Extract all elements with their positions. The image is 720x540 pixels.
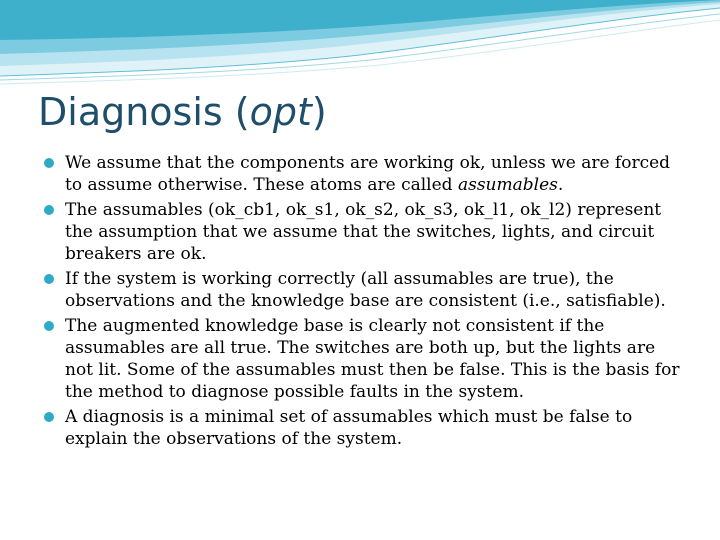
bullet-icon <box>44 274 54 284</box>
bullet-item: The assumables (ok_cb1, ok_s1, ok_s2, ok_s3, ok_l1, ok_l2) represent the assumption that we assume that the switches, lights, and circuit breakers are ok. <box>44 199 684 265</box>
bullet-icon <box>44 412 54 422</box>
italic-term: assumables <box>457 175 558 195</box>
bullet-list <box>44 152 684 453</box>
bullet-item: A diagnosis is a minimal set of assumables which must be false to explain the observations of the system. <box>44 406 684 450</box>
bullet-item: If the system is working correctly (all assumables are true), the observations and the knowledge base are consistent (i.e., satisfiable). <box>44 268 684 312</box>
slide-title: Diagnosis (opt) <box>38 90 327 134</box>
bullet-icon <box>44 205 54 215</box>
bullet-item: The augmented knowledge base is clearly not consistent if the assumables are all true. The switches are both up, but the lights are not lit. Some of the assumables must then be false. This is the basis for the method to diagnose possible faults in the system. <box>44 315 684 403</box>
bullet-icon <box>44 158 54 168</box>
bullet-icon <box>44 321 54 331</box>
wave-banner-decoration <box>0 0 720 90</box>
bullet-item: We assume that the components are working ok, unless we are forced to assume otherwise. These atoms are called assumables. <box>44 152 684 196</box>
slide-title-italic: opt <box>249 90 312 134</box>
